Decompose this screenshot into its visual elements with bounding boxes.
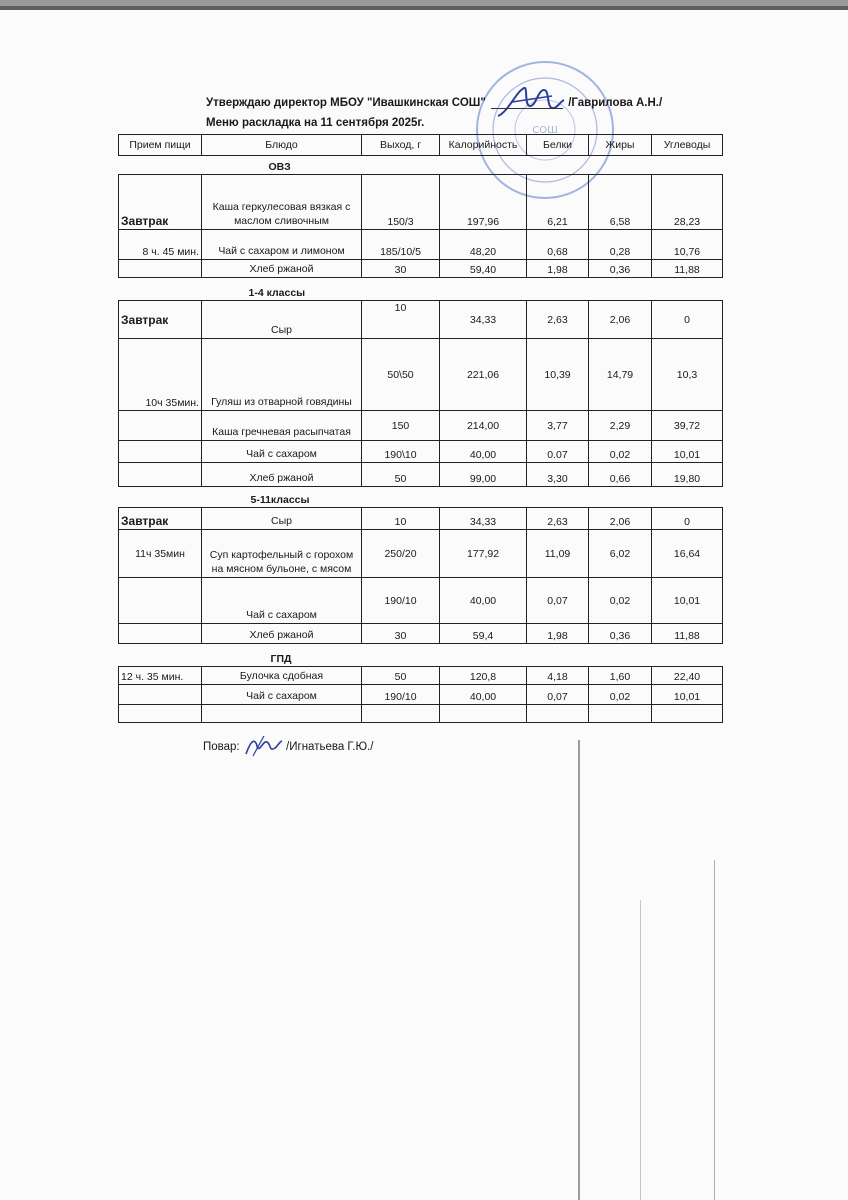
dish: Сыр	[202, 301, 362, 339]
fat: 0,28	[589, 230, 652, 260]
carbs: 0	[652, 508, 723, 530]
carbs: 28,23	[652, 175, 723, 230]
protein: 3,77	[527, 411, 589, 441]
table-row	[119, 339, 723, 411]
kcal: 197,96	[440, 175, 527, 230]
menu-title: Меню раскладка на 11 сентября 2025г.	[206, 117, 425, 129]
empty-cell	[119, 260, 202, 278]
carbs: 10,01	[652, 578, 723, 624]
dish: Чай с сахаром	[202, 441, 362, 463]
empty-cell	[119, 463, 202, 487]
table-row	[119, 685, 723, 705]
empty-cell	[119, 624, 202, 644]
fat: 2,06	[589, 508, 652, 530]
table-row	[119, 301, 723, 339]
dish: Каша гречневая расыпчатая	[202, 411, 362, 441]
table-row	[119, 175, 723, 230]
empty-cell	[119, 441, 202, 463]
output: 250/20	[362, 530, 440, 578]
fat: 6,02	[589, 530, 652, 578]
kcal: 34,33	[440, 508, 527, 530]
dish: Чай с сахаром	[202, 685, 362, 705]
kcal: 59,4	[440, 624, 527, 644]
protein: 1,98	[527, 624, 589, 644]
svg-text:СОШ: СОШ	[532, 125, 558, 136]
col-carbs: Углеводы	[652, 135, 723, 156]
empty-cell	[119, 685, 202, 705]
kcal: 48,20	[440, 230, 527, 260]
director-name: /Гаврилова А.Н./	[568, 97, 663, 109]
output: 30	[362, 624, 440, 644]
table-row	[119, 411, 723, 441]
fat: 0,02	[589, 685, 652, 705]
protein: 6,21	[527, 175, 589, 230]
table-row	[119, 624, 723, 644]
dish: Булочка сдобная	[202, 667, 362, 685]
meal-label: Завтрак	[119, 301, 202, 339]
table-row	[119, 508, 723, 530]
table-header-row	[119, 135, 723, 156]
output: 50\50	[362, 339, 440, 411]
output: 10	[362, 508, 440, 530]
scan-artifact-line	[714, 860, 715, 1200]
output: 190/10	[362, 685, 440, 705]
table-row	[119, 667, 723, 685]
empty-cell	[119, 578, 202, 624]
meal-time: 12 ч. 35 мин.	[119, 667, 202, 685]
approval-prefix: Утверждаю директор МБОУ "Ивашкинская СОШ"	[206, 97, 486, 109]
meal-time: 11ч 35мин	[119, 530, 202, 578]
fat: 6,58	[589, 175, 652, 230]
empty-cell	[202, 705, 362, 723]
col-fat: Жиры	[589, 135, 652, 156]
carbs: 16,64	[652, 530, 723, 578]
section-label: 5-11классы	[119, 487, 723, 508]
approval-line	[206, 97, 662, 109]
empty-cell	[362, 705, 440, 723]
kcal: 99,00	[440, 463, 527, 487]
carbs: 11,88	[652, 624, 723, 644]
table-row	[119, 441, 723, 463]
kcal: 59,40	[440, 260, 527, 278]
col-kcal: Калорийность	[440, 135, 527, 156]
meal-time: 8 ч. 45 мин.	[119, 230, 202, 260]
cook-signature	[243, 736, 283, 758]
fat: 0,02	[589, 578, 652, 624]
protein: 3,30	[527, 463, 589, 487]
carbs: 10,76	[652, 230, 723, 260]
protein: 4,18	[527, 667, 589, 685]
table-row	[119, 230, 723, 260]
fat: 14,79	[589, 339, 652, 411]
carbs: 39,72	[652, 411, 723, 441]
dish: Сыр	[202, 508, 362, 530]
col-protein: Белки	[527, 135, 589, 156]
section-label: ОВЗ	[119, 156, 723, 175]
cook-label: Повар:	[203, 741, 240, 754]
carbs: 22,40	[652, 667, 723, 685]
protein: 11,09	[527, 530, 589, 578]
dish: Хлеб ржаной	[202, 260, 362, 278]
output: 50	[362, 667, 440, 685]
section-gpd	[119, 644, 723, 667]
empty-cell	[119, 705, 202, 723]
carbs: 10,3	[652, 339, 723, 411]
carbs: 0	[652, 301, 723, 339]
empty-cell	[589, 705, 652, 723]
empty-cell	[527, 705, 589, 723]
col-meal: Прием пищи	[119, 135, 202, 156]
protein: 0,07	[527, 578, 589, 624]
section-grades-5-11	[119, 487, 723, 508]
table-row	[119, 260, 723, 278]
empty-cell	[652, 705, 723, 723]
dish: Хлеб ржаной	[202, 624, 362, 644]
cook-signature-line	[203, 736, 373, 758]
table-row	[119, 578, 723, 624]
kcal: 214,00	[440, 411, 527, 441]
protein: 2,63	[527, 301, 589, 339]
output: 10	[362, 301, 440, 339]
empty-cell	[119, 411, 202, 441]
fat: 2,29	[589, 411, 652, 441]
output: 190/10	[362, 578, 440, 624]
protein: 0.07	[527, 441, 589, 463]
carbs: 11,88	[652, 260, 723, 278]
fat: 1,60	[589, 667, 652, 685]
carbs: 10,01	[652, 685, 723, 705]
col-dish: Блюдо	[202, 135, 362, 156]
scan-artifact-line	[640, 900, 641, 1200]
protein: 0,68	[527, 230, 589, 260]
dish: Гуляш из отварной говядины	[202, 339, 362, 411]
output: 185/10/5	[362, 230, 440, 260]
scan-artifact-line	[578, 740, 580, 1200]
kcal: 34,33	[440, 301, 527, 339]
kcal: 177,92	[440, 530, 527, 578]
dish: Чай с сахаром	[202, 578, 362, 624]
carbs: 19,80	[652, 463, 723, 487]
fat: 0,36	[589, 260, 652, 278]
output: 50	[362, 463, 440, 487]
dish: Хлеб ржаной	[202, 463, 362, 487]
fat: 0,02	[589, 441, 652, 463]
empty-cell	[440, 705, 527, 723]
fat: 0,66	[589, 463, 652, 487]
col-output: Выход, г	[362, 135, 440, 156]
output: 190\10	[362, 441, 440, 463]
output: 150/3	[362, 175, 440, 230]
scan-top-edge-dark	[0, 6, 848, 10]
table-row-empty	[119, 705, 723, 723]
output: 30	[362, 260, 440, 278]
carbs: 10,01	[652, 441, 723, 463]
table-row	[119, 463, 723, 487]
fat: 2,06	[589, 301, 652, 339]
kcal: 40,00	[440, 441, 527, 463]
cook-name: /Игнатьева Г.Ю./	[286, 741, 374, 754]
signature-line	[491, 108, 563, 109]
menu-table	[118, 134, 723, 723]
dish: Каша геркулесовая вязкая с маслом сливочным	[202, 175, 362, 230]
dish: Чай с сахаром и лимоном	[202, 230, 362, 260]
output: 150	[362, 411, 440, 441]
section-grades-1-4	[119, 278, 723, 301]
protein: 10,39	[527, 339, 589, 411]
meal-time: 10ч 35мин.	[119, 339, 202, 411]
protein: 0,07	[527, 685, 589, 705]
section-ovz	[119, 156, 723, 175]
protein: 2,63	[527, 508, 589, 530]
section-label: ГПД	[119, 644, 723, 667]
section-label: 1-4 классы	[119, 278, 723, 301]
meal-label: Завтрак	[119, 508, 202, 530]
kcal: 221,06	[440, 339, 527, 411]
table-row	[119, 530, 723, 578]
meal-label: Завтрак	[119, 175, 202, 230]
kcal: 120,8	[440, 667, 527, 685]
dish: Суп картофельный с горохом на мясном бульоне, с мясом	[202, 530, 362, 578]
kcal: 40,00	[440, 685, 527, 705]
kcal: 40,00	[440, 578, 527, 624]
fat: 0,36	[589, 624, 652, 644]
protein: 1,98	[527, 260, 589, 278]
